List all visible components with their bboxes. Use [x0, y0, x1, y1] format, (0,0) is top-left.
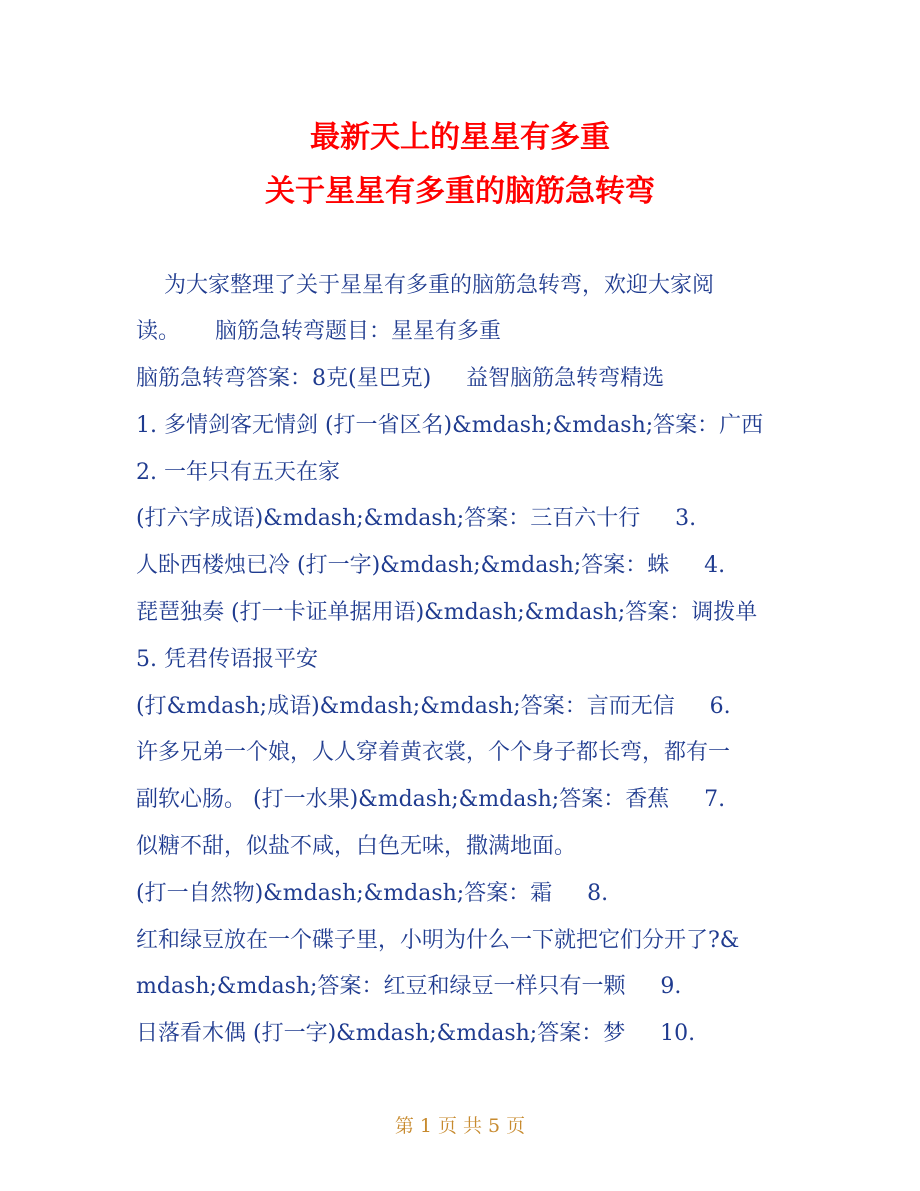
body-line-9: 5. 凭君传语报平安: [136, 647, 318, 672]
body-line-5: 2. 一年只有五天在家: [136, 460, 340, 485]
body-line-15: 红和绿豆放在一个碟子里，小明为什么一下就把它们分开了?&: [136, 928, 740, 953]
document-title-line-2: 关于星星有多重的脑筋急转弯: [265, 174, 655, 209]
body-line-2: 读。 脑筋急转弯题目：星星有多重: [136, 319, 501, 344]
body-line-13: 似糖不甜，似盐不咸，白色无味，撒满地面。: [136, 834, 577, 859]
body-line-11: 许多兄弟一个娘，人人穿着黄衣裳，个个身子都长弯，都有一: [136, 740, 731, 765]
body-line-1: 为大家整理了关于星星有多重的脑筋急转弯，欢迎大家阅: [136, 273, 714, 298]
document-title-line-1: 最新天上的星星有多重: [310, 120, 610, 155]
body-line-14: (打一自然物)&mdash;&mdash;答案：霜 8.: [136, 881, 609, 906]
body-line-3: 脑筋急转弯答案：8克(星巴克) 益智脑筋急转弯精选: [136, 366, 665, 391]
page-number-footer: 第 1 页 共 5 页: [394, 1115, 526, 1137]
body-line-6: (打六字成语)&mdash;&mdash;答案：三百六十行 3.: [136, 506, 697, 531]
body-line-7: 人卧西楼烛已冷 (打一字)&mdash;&mdash;答案：蛛 4.: [136, 553, 726, 578]
body-line-10: (打&mdash;成语)&mdash;&mdash;答案：言而无信 6.: [136, 694, 731, 719]
body-line-17: 日落看木偶 (打一字)&mdash;&mdash;答案：梦 10.: [136, 1021, 696, 1046]
body-line-16: mdash;&mdash;答案：红豆和绿豆一样只有一颗 9.: [136, 974, 682, 999]
body-line-12: 副软心肠。 (打一水果)&mdash;&mdash;答案：香蕉 7.: [136, 787, 726, 812]
body-line-8: 琵琶独奏 (打一卡证单据用语)&mdash;&mdash;答案：调拨单: [136, 600, 758, 625]
body-line-4: 1. 多情剑客无情剑 (打一省区名)&mdash;&mdash;答案：广西: [136, 413, 764, 438]
